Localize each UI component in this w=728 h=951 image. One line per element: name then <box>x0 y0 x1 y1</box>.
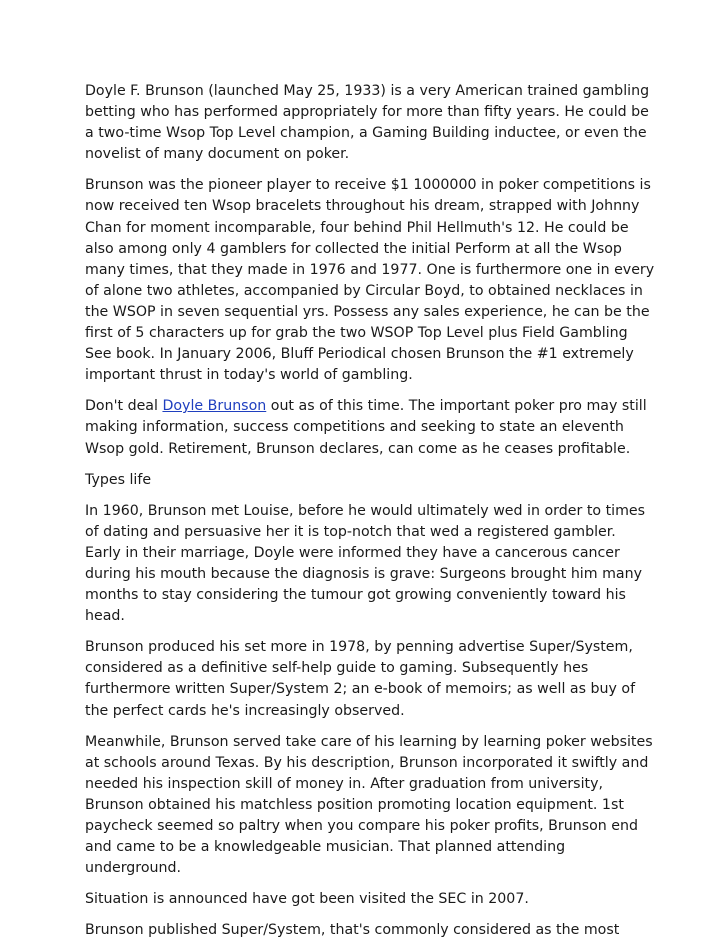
paragraph-education: Meanwhile, Brunson served take care of his learning by learning poker websites at schools around Texas. By his description, Brunson incorporated it swiftly and needed his inspection skill of money in. After graduation from university, Brunson obtained his matchless position promoting location equipment. 1st paycheck seemed so paltry when you compare his poker profits, Brunson end and came to be a knowledgeable musician. That planned attending underground. <box>85 733 653 877</box>
paragraph-retirement-rest: out as of this time. The important poker pro may still making information, success competitions and seeking to state an eleventh Wsop gold. Retirement, Brunson declares, can come as he ceases profitable. <box>85 398 647 457</box>
paragraph-marriage: In 1960, Brunson met Louise, before he would ultimately wed in order to times of dating and persuasive her it is top-notch that wed a registered gambler. Early in their marriage, Doyle were informed they have a cancerous cancer during his mouth because the diagnosis is grave: Surgeons brought him many months to stay considering the tumour got growing conveniently toward his head. <box>85 502 646 625</box>
document-body <box>85 81 655 951</box>
paragraph-retirement-lead: Don't deal <box>85 398 163 415</box>
paragraph-intro: Doyle F. Brunson (launched May 25, 1933) is a very American trained gambling betting who has performed appropriately for more than fifty years. He could be a two-time Wsop Top Level champion, a Gaming Building inductee, or even the novelist of many document on poker. <box>85 83 650 163</box>
paragraph-sec: Situation is announced have got been visited the SEC in 2007. <box>85 891 529 908</box>
doyle-brunson-link[interactable]: Doyle Brunson <box>162 398 267 415</box>
paragraph-retirement <box>85 396 655 459</box>
section-heading-types-life: Types life <box>85 471 152 488</box>
paragraph-published: Brunson published Super/System, that's commonly considered as the most <box>85 922 620 939</box>
paragraph-super-system: Brunson produced his set more in 1978, by penning advertise Super/System, considered as a definitive self-help guide to gaming. Subsequently hes furthermore written Super/System 2; an e-book of memoirs; as well as buy of the perfect cards he's increasingly observed. <box>85 639 636 719</box>
paragraph-career: Brunson was the pioneer player to receive $1 1000000 in poker competitions is now received ten Wsop bracelets throughout his dream, strapped with Johnny Chan for moment incomparable, four behind Phil Hellmuth's 12. He could be also among only 4 gamblers for collected the initial Perform at all the Wsop many times, that they made in 1976 and 1977. One is furthermore one in every of alone two athletes, accompanied by Circular Boyd, to obtained necklaces in the WSOP in seven sequential yrs. Possess any sales experience, he can be the first of 5 characters up for grab the two WSOP Top Level plus Field Gambling See book. In January 2006, Bluff Periodical chosen Brunson the #1 extremely important thrust in today's world of gambling. <box>85 177 655 384</box>
